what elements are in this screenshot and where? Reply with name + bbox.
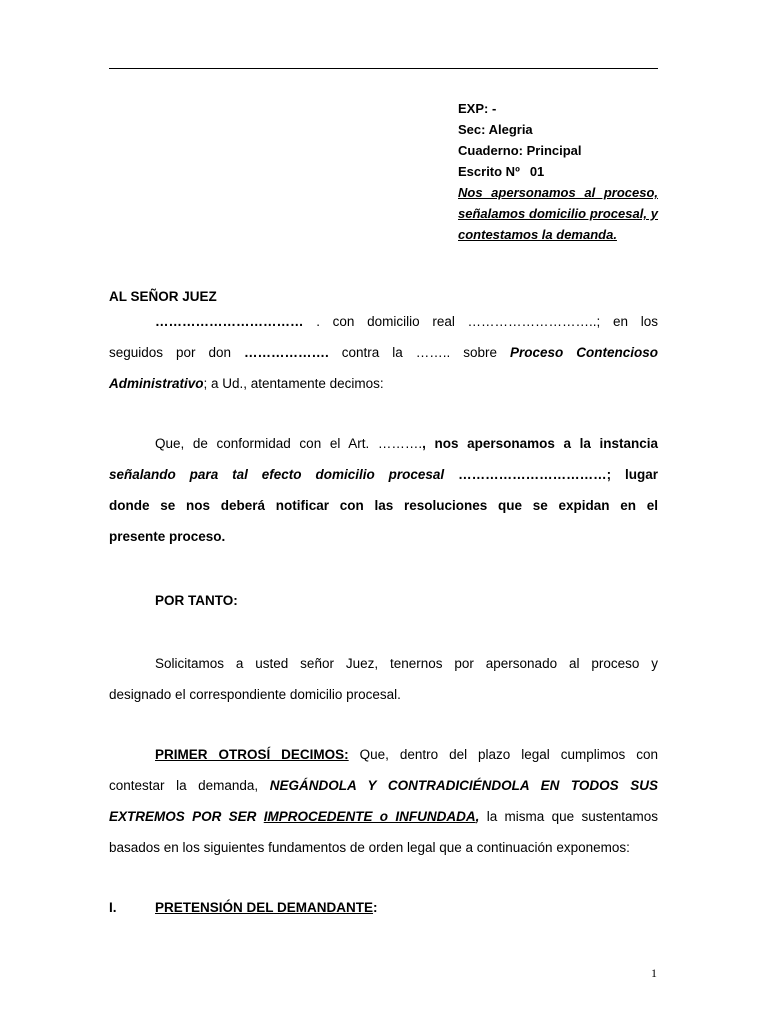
solicitud-paragraph bbox=[109, 648, 658, 710]
addressee: AL SEÑOR JUEZ bbox=[109, 289, 217, 304]
section-title: PRETENSIÓN DEL DEMANDANTE bbox=[155, 900, 374, 915]
section-colon: : bbox=[373, 900, 378, 915]
section-heading-1 bbox=[109, 900, 378, 915]
apersonamos-text: , nos apersonamos a la instancia bbox=[422, 436, 659, 451]
seguidos-text: seguidos por don bbox=[109, 345, 232, 360]
contra-text: contra la …….. sobre bbox=[341, 345, 497, 360]
apersonamiento-line-2 bbox=[109, 459, 658, 490]
improcedente-text: IMPROCEDENTE o INFUNDADA bbox=[263, 809, 476, 824]
sumilla-line: contestamos la demanda. bbox=[458, 227, 617, 242]
decimos-text: ; a Ud., atentamente decimos: bbox=[203, 376, 384, 391]
escrito-label: Escrito Nº bbox=[458, 164, 520, 179]
section-number: I. bbox=[109, 900, 117, 915]
otrosi-line-3 bbox=[109, 801, 658, 832]
por-tanto-paragraph bbox=[109, 585, 658, 616]
intro-line-3 bbox=[109, 368, 658, 399]
apersonamiento-line-1 bbox=[109, 428, 658, 459]
otrosi-label: PRIMER OTROSÍ DECIMOS: bbox=[155, 747, 349, 762]
sec-line: Sec: Alegria bbox=[458, 122, 533, 137]
sumilla-line: Nos apersonamos al proceso, bbox=[458, 185, 658, 200]
solicitud-line-2: designado el correspondiente domicilio procesal. bbox=[109, 687, 401, 702]
intro-line-2 bbox=[109, 337, 658, 368]
process-type-cont: Administrativo bbox=[109, 376, 204, 391]
plaintiff-placeholder: ………………. bbox=[244, 345, 329, 360]
otrosi-line-4: basados en los siguientes fundamentos de orden legal que a continuación exponemos: bbox=[109, 840, 630, 855]
escrito-line bbox=[458, 161, 658, 182]
apersonamiento-paragraph bbox=[109, 428, 658, 552]
otrosi-line-1 bbox=[109, 739, 658, 770]
sustentamos-text: la misma que sustentamos bbox=[486, 809, 658, 824]
intro-line-1 bbox=[109, 306, 658, 337]
negandola-text: NEGÁNDOLA Y CONTRADICIÉNDOLA EN TODOS SUS bbox=[269, 778, 658, 793]
case-header bbox=[458, 98, 658, 245]
solicitud-line-1: Solicitamos a usted señor Juez, tenernos por apersonado al proceso y bbox=[155, 656, 658, 671]
process-type-text: Proceso Contencioso bbox=[509, 345, 658, 360]
sumilla bbox=[458, 182, 658, 245]
cuaderno-line: Cuaderno: Principal bbox=[458, 143, 582, 158]
apersonamiento-line-4: presente proceso. bbox=[109, 529, 226, 544]
domicilio-placeholder: ……………………………; lugar bbox=[458, 467, 658, 482]
otrosi-line-2 bbox=[109, 770, 658, 801]
otrosi-plazo-text: Que, dentro del plazo legal cumplimos con bbox=[359, 747, 658, 762]
comma-text: , bbox=[475, 809, 480, 824]
otrosi-paragraph bbox=[109, 739, 658, 863]
extremos-text: EXTREMOS POR SER bbox=[109, 809, 257, 824]
apersonamiento-line-3: donde se nos deberá notificar con las resoluciones que se expidan en el bbox=[109, 498, 658, 513]
sumilla-line: señalamos domicilio procesal, y bbox=[458, 206, 658, 221]
page-number: 1 bbox=[651, 966, 657, 980]
domicilio-procesal-text: señalando para tal efecto domicilio procesal bbox=[109, 467, 445, 482]
por-tanto-heading: POR TANTO: bbox=[155, 593, 238, 608]
top-rule bbox=[109, 68, 658, 69]
intro-paragraph bbox=[109, 306, 658, 399]
contestar-text: contestar la demanda, bbox=[109, 778, 259, 793]
domicilio-real-text: . con domicilio real ………………………..; en los bbox=[316, 314, 658, 329]
escrito-number: 01 bbox=[529, 164, 545, 179]
party-placeholder: …………………………… bbox=[155, 314, 304, 329]
exp-line: EXP: - bbox=[458, 101, 497, 116]
conformidad-text: Que, de conformidad con el Art. ………. bbox=[155, 436, 423, 451]
